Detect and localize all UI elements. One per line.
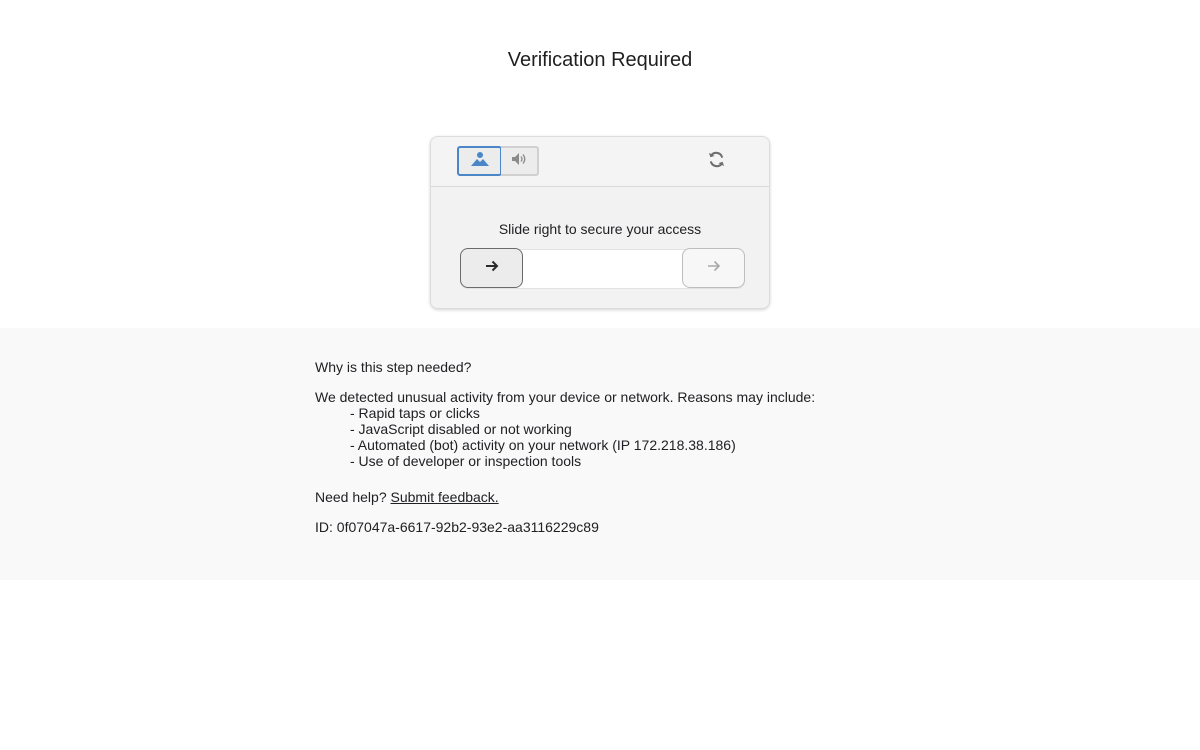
reasons-list bbox=[350, 405, 915, 469]
why-heading: Why is this step needed? bbox=[315, 359, 472, 375]
captcha-header bbox=[431, 137, 769, 187]
reasons-intro: We detected unusual activity from your device or network. Reasons may include: bbox=[315, 389, 816, 405]
request-id: ID: 0f07047a-6617-92b2-93e2-aa3116229c89 bbox=[315, 519, 599, 535]
refresh-button[interactable] bbox=[705, 151, 727, 173]
arrow-right-icon bbox=[707, 259, 721, 277]
captcha-body bbox=[431, 188, 769, 308]
submit-feedback-link[interactable]: Submit feedback. bbox=[390, 489, 499, 505]
info-section bbox=[0, 328, 1200, 580]
image-icon bbox=[470, 151, 490, 172]
refresh-icon bbox=[707, 150, 726, 174]
info-content bbox=[315, 359, 915, 535]
slider-target bbox=[682, 248, 745, 288]
reason-item: - Automated (bot) activity on your network (IP 172.218.38.186) bbox=[350, 437, 736, 453]
slider-handle[interactable] bbox=[460, 248, 523, 288]
reason-item: - Use of developer or inspection tools bbox=[350, 453, 582, 469]
audio-mode-button[interactable] bbox=[501, 146, 539, 176]
speaker-icon bbox=[511, 152, 527, 171]
slider-instruction: Slide right to secure your access bbox=[498, 221, 702, 237]
help-prefix: Need help? bbox=[315, 489, 387, 505]
image-mode-button[interactable] bbox=[457, 146, 502, 176]
reason-item: - JavaScript disabled or not working bbox=[350, 421, 572, 437]
help-line bbox=[315, 489, 915, 505]
arrow-right-icon bbox=[485, 259, 499, 277]
captcha-widget bbox=[430, 136, 770, 309]
page-title: Verification Required bbox=[507, 49, 693, 71]
reason-item: - Rapid taps or clicks bbox=[350, 405, 480, 421]
